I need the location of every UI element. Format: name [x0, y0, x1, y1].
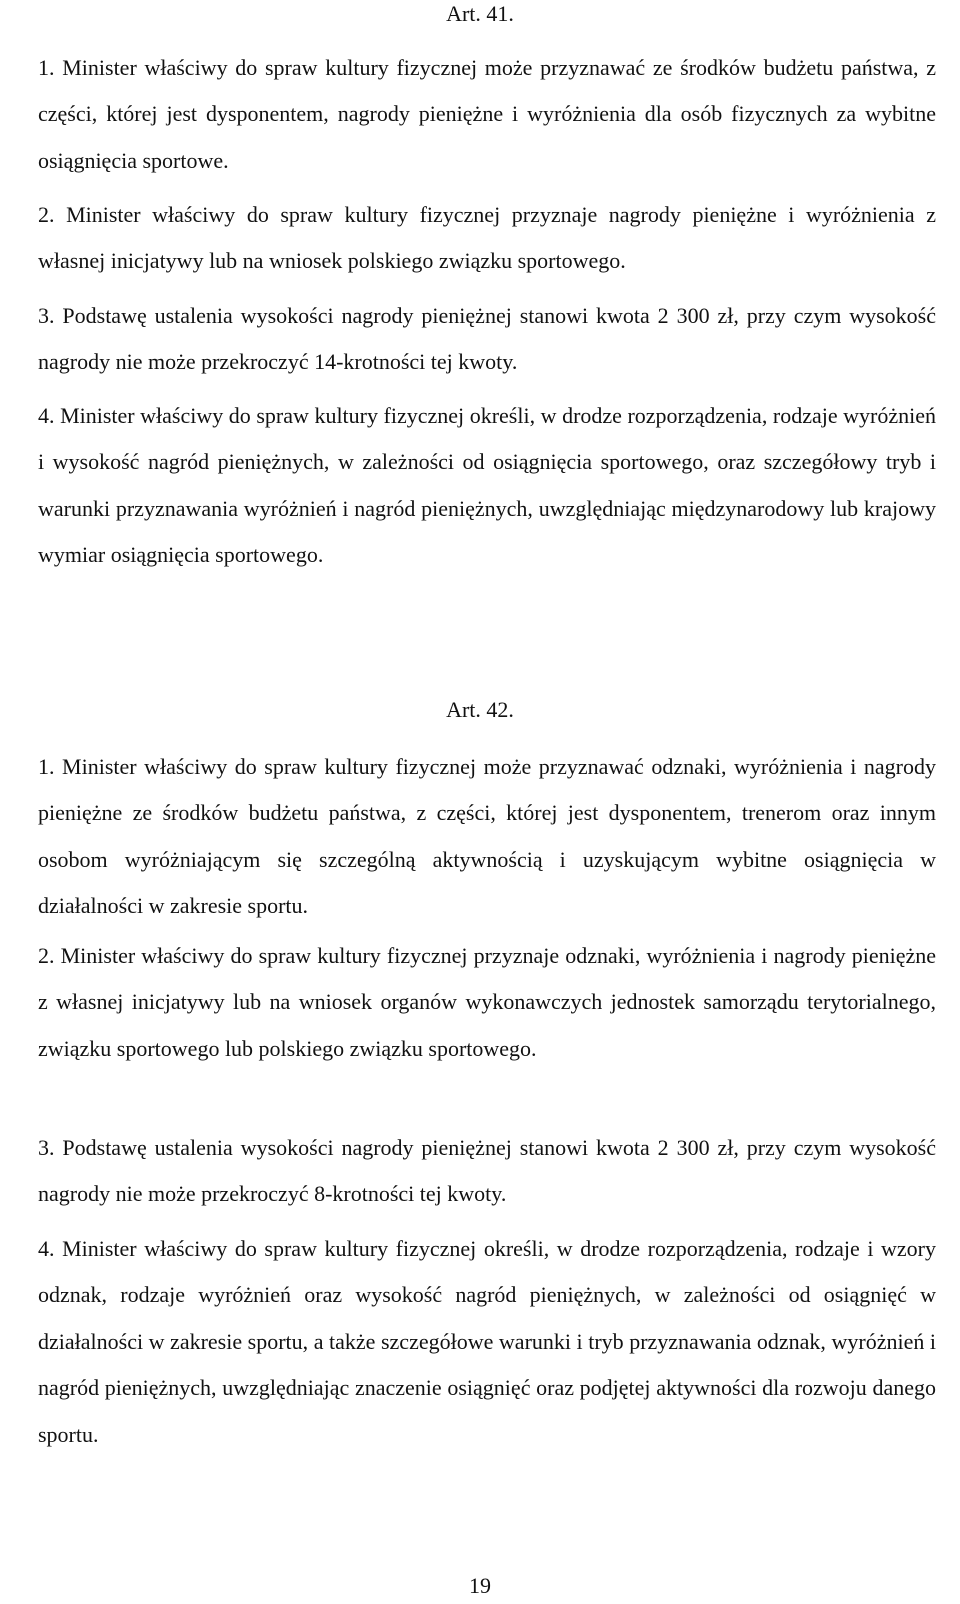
article-41-paragraph-2 — [38, 192, 936, 285]
paragraph-number: 4. — [38, 403, 55, 428]
paragraph-text: Minister właściwy do spraw kultury fizycznej może przyznawać odznaki, wyróżnienia i nagrody pieniężne ze środków budżetu państwa, z części, której jest dysponentem, trenerom oraz innym osobom wyróżniającym się szczególną aktywnością i uzyskującym wybitne osiągnięcia w działalności w zakresie sportu. — [38, 754, 937, 919]
paragraph-text: Minister właściwy do spraw kultury fizycznej określi, w drodze rozporządzenia, rodzaje i wzory odznak, rodzaje wyróżnień oraz wysokość nagród pieniężnych, w zależności od osiągnięć w działalności w zakresie sportu, a także szczegółowe warunki i tryb przyznawania odznak, wyróżnień i nagród pieniężnych, uwzględniając znaczenie osiągnięć oraz podjętej aktywności dla rozwoju danego sportu. — [38, 1236, 937, 1447]
article-41-title: Art. 41. — [446, 1, 514, 26]
paragraph-text: Minister właściwy do spraw kultury fizycznej może przyznawać ze środków budżetu państwa, z części, której jest dysponentem, nagrody pieniężne i wyróżnienia dla osób fizycznych za wybitne osiągnięcia sportowe. — [38, 55, 937, 173]
article-41-paragraph-1 — [38, 45, 936, 184]
paragraph-number: 4. — [38, 1236, 55, 1261]
article-42-paragraph-3 — [38, 1125, 936, 1218]
article-41-paragraph-3 — [38, 293, 936, 386]
paragraph-text: Minister właściwy do spraw kultury fizycznej określi, w drodze rozporządzenia, rodzaje wyróżnień i wysokość nagród pieniężnych, w zależności od osiągnięcia sportowego, oraz szczegółowy tryb i warunki przyznawania wyróżnień i nagród pieniężnych, uwzględniając międzynarodowy lub krajowy wymiar osiągnięcia sportowego. — [38, 403, 937, 568]
paragraph-text: Minister właściwy do spraw kultury fizycznej przyznaje odznaki, wyróżnienia i nagrody pieniężne z własnej inicjatywy lub na wniosek organów wykonawczych jednostek samorządu terytorialnego, związku sportowego lub polskiego związku sportowego. — [38, 943, 936, 1061]
paragraph-number: 1. — [38, 55, 55, 80]
paragraph-text: Minister właściwy do spraw kultury fizycznej przyznaje nagrody pieniężne i wyróżnienia z własnej inicjatywy lub na wniosek polskiego związku sportowego. — [38, 202, 937, 274]
paragraph-number: 2. — [38, 943, 55, 968]
article-42-title: Art. 42. — [446, 697, 514, 722]
article-42-paragraph-4 — [38, 1226, 936, 1458]
article-41-paragraph-4 — [38, 393, 936, 579]
paragraph-number: 1. — [38, 754, 55, 779]
paragraph-number: 2. — [38, 202, 55, 227]
page-number: 19 — [469, 1573, 491, 1598]
paragraph-text: Podstawę ustalenia wysokości nagrody pieniężnej stanowi kwota 2 300 zł, przy czym wysokość nagrody nie może przekroczyć 14-krotności tej kwoty. — [38, 303, 937, 375]
article-42-paragraph-2 — [38, 933, 936, 1072]
article-42-paragraph-1 — [38, 744, 936, 930]
paragraph-number: 3. — [38, 1135, 55, 1160]
paragraph-number: 3. — [38, 303, 55, 328]
paragraph-text: Podstawę ustalenia wysokości nagrody pieniężnej stanowi kwota 2 300 zł, przy czym wysokość nagrody nie może przekroczyć 8-krotności tej kwoty. — [38, 1135, 937, 1207]
